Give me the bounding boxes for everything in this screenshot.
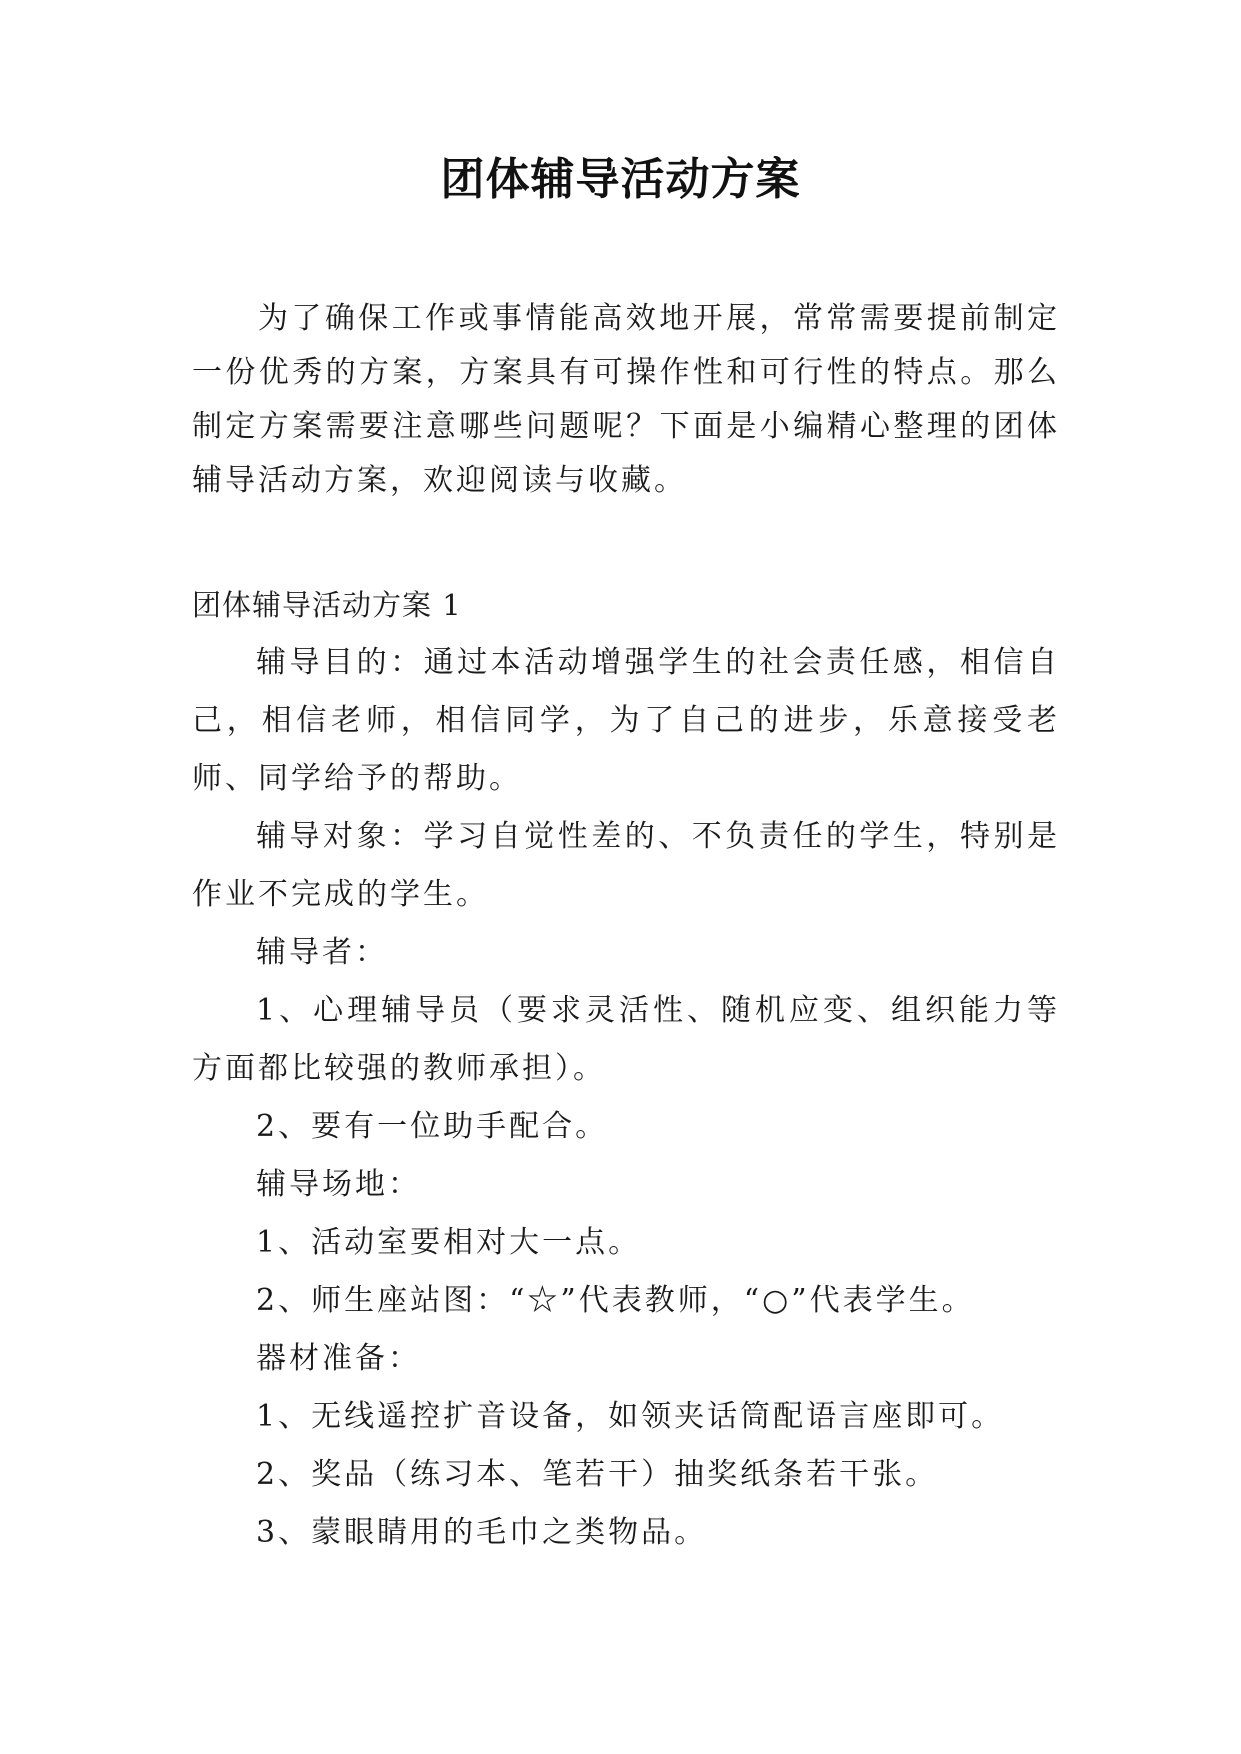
paragraph-purpose: 辅导目的：通过本活动增强学生的社会责任感，相信自己，相信老师，相信同学，为了自己的进步，乐意接受老师、同学给予的帮助。 bbox=[192, 645, 1060, 796]
paragraph-counselor-1: 1、心理辅导员（要求灵活性、随机应变、组织能力等方面都比较强的教师承担）。 bbox=[192, 993, 1060, 1086]
paragraph-equipment-1: 1、无线遥控扩音设备，如领夹话筒配语言座即可。 bbox=[256, 1399, 1005, 1434]
section-heading: 团体辅导活动方案 1 bbox=[192, 588, 462, 622]
document-body bbox=[192, 576, 1060, 1562]
paragraph-venue-1: 1、活动室要相对大一点。 bbox=[256, 1225, 642, 1260]
paragraph-equipment-heading: 器材准备： bbox=[256, 1341, 421, 1376]
paragraph-venue-heading: 辅导场地： bbox=[256, 1167, 421, 1202]
document-title: 团体辅导活动方案 bbox=[440, 154, 801, 205]
paragraph-counselor-heading: 辅导者： bbox=[256, 935, 388, 970]
paragraph-venue-2: 2、师生座站图：“☆”代表教师，“○”代表学生。 bbox=[256, 1283, 975, 1318]
paragraph-target: 辅导对象：学习自觉性差的、不负责任的学生，特别是作业不完成的学生。 bbox=[192, 819, 1060, 912]
paragraph-equipment-3: 3、蒙眼睛用的毛巾之类物品。 bbox=[256, 1515, 708, 1550]
paragraph-equipment-2: 2、奖品（练习本、笔若干）抽奖纸条若干张。 bbox=[256, 1457, 939, 1492]
intro-paragraph: 为了确保工作或事情能高效地开展，常常需要提前制定一份优秀的方案，方案具有可操作性和可行性的特点。那么制定方案需要注意哪些问题呢？下面是小编精心整理的团体辅导活动方案，欢迎阅读与收藏。 bbox=[192, 301, 1060, 498]
paragraph-counselor-2: 2、要有一位助手配合。 bbox=[256, 1109, 609, 1144]
